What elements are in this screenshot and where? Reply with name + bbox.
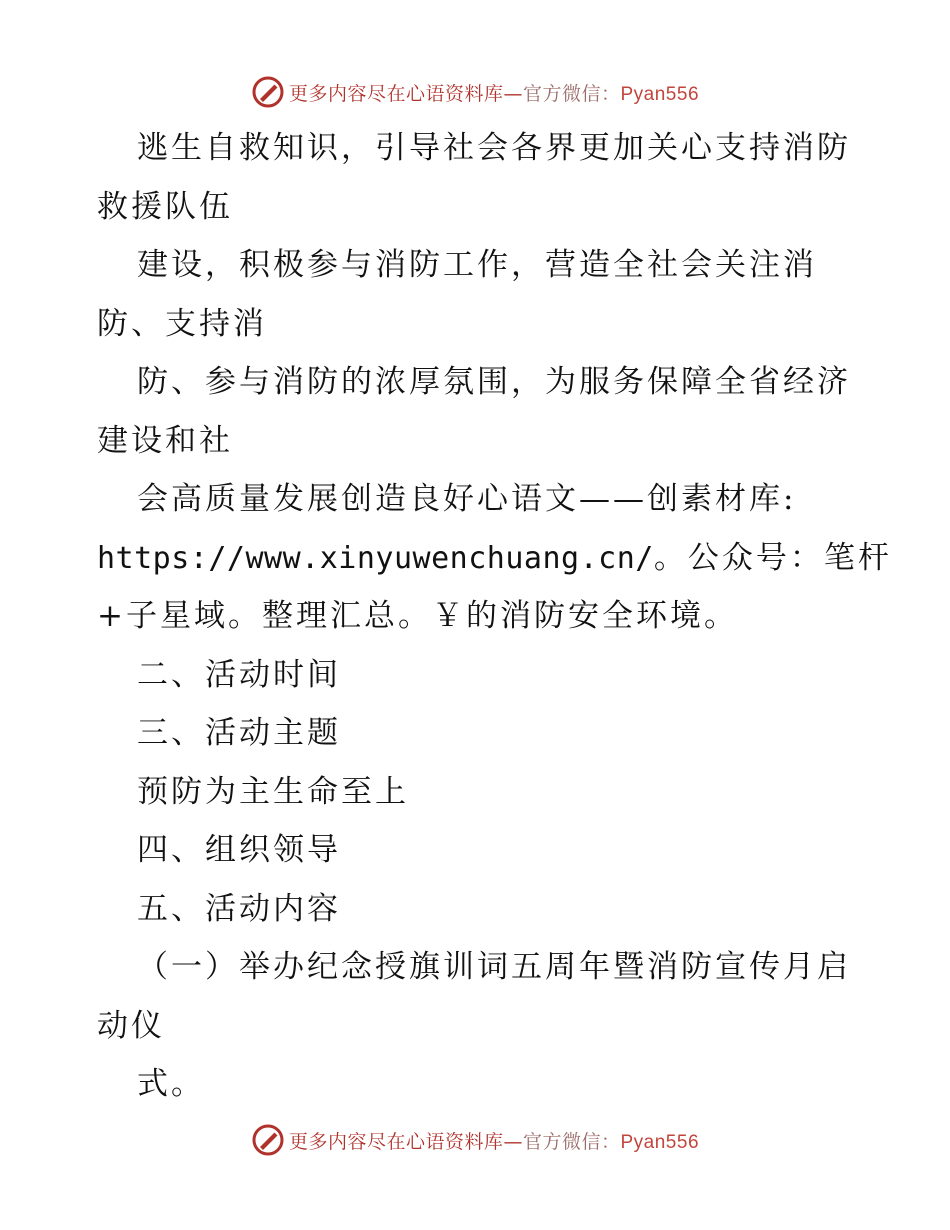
paragraph-line: 式。 (137, 1066, 205, 1102)
banner-text (289, 1127, 699, 1154)
banner-dash: — (503, 82, 523, 105)
paragraph-line: 救援队伍 (97, 188, 233, 225)
footer-banner (0, 1120, 950, 1160)
paragraph-line: 防、支持消 (97, 305, 267, 342)
banner-wechat-label: 官方微信： (522, 1130, 621, 1153)
section-heading: 五、活动内容 (137, 890, 341, 927)
theme-text: 预防为主生命至上 (137, 773, 409, 810)
banner-wechat-label: 官方微信： (522, 82, 621, 105)
paragraph-line-rest: 。公众号：笔杆 (653, 539, 892, 576)
subsection-line: （一）举办纪念授旗训词五周年暨消防宣传月启 (137, 949, 851, 985)
paragraph-line: 建设，积极参与消防工作，营造全社会关注消 (137, 247, 817, 283)
banner-wechat-id: Pyan556 (620, 83, 700, 105)
paragraph-line: +子星域。整理汇总。￥的消防安全环境。 (97, 598, 738, 634)
banner-site-text: 更多内容尽在心语资料库 (288, 82, 504, 105)
paragraph-line: 动仪 (97, 1007, 165, 1044)
header-banner (0, 72, 950, 112)
paragraph-line: 会高质量发展创造良好心语文——创素材库: (137, 481, 797, 517)
source-url-text: https://www.xinyuwenchuang.cn/ (97, 540, 654, 576)
document-body (97, 119, 892, 1114)
section-heading: 二、活动时间 (137, 656, 341, 693)
paragraph-line: 逃生自救知识，引导社会各界更加关心支持消防 (137, 130, 851, 166)
section-heading: 三、活动主题 (137, 715, 341, 751)
paragraph-line: 防、参与消防的浓厚氛围，为服务保障全省经济 (137, 364, 851, 400)
brand-logo-icon (251, 1123, 285, 1157)
paragraph-line: 建设和社 (97, 422, 233, 459)
banner-wechat-id: Pyan556 (620, 1131, 700, 1153)
brand-logo-icon (251, 75, 285, 109)
paragraph-line (97, 529, 892, 588)
banner-site-text: 更多内容尽在心语资料库 (288, 1130, 504, 1153)
banner-text (289, 79, 699, 106)
section-heading: 四、组织领导 (137, 832, 341, 868)
banner-dash: — (503, 1130, 523, 1153)
